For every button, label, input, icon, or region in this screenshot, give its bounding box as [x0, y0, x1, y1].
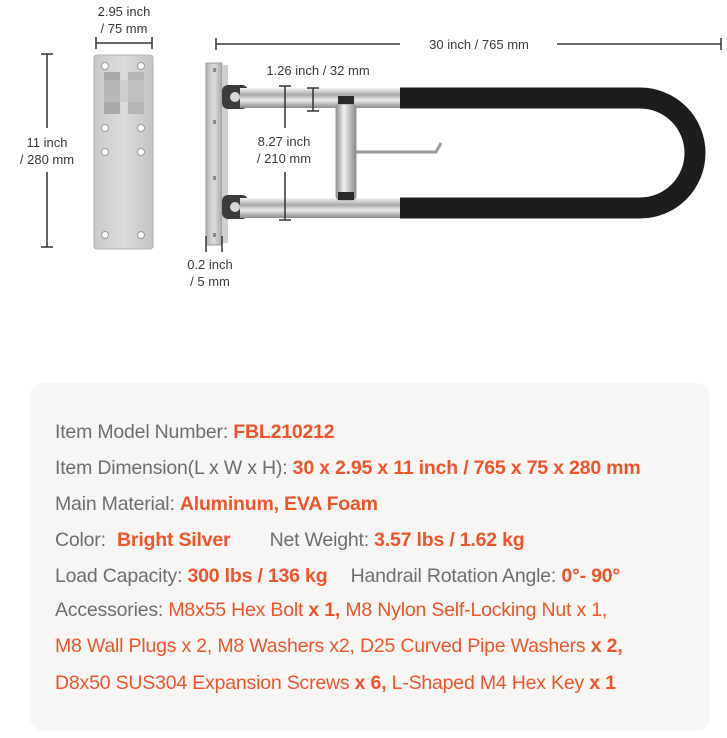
accessory-qty: x 2,: [590, 635, 623, 657]
spec-label: Net Weight:: [269, 529, 369, 551]
spec-value: 300 lbs / 136 kg: [187, 565, 328, 587]
accessory-qty: x 1: [589, 672, 616, 694]
tube-spacing-label: [242, 133, 326, 167]
accessory-qty: x 1,: [308, 599, 341, 621]
wall-plate-front: [94, 55, 153, 249]
accessory-item: D8x50 SUS304 Expansion Screws: [55, 672, 350, 694]
plate-width-label: [84, 3, 164, 37]
tube-offset-label: 1.26 inch / 32 mm: [266, 63, 370, 78]
plate-width-inch: 2.95 inch: [97, 4, 151, 19]
accessory-item: L-Shaped M4 Hex Key: [391, 672, 585, 694]
spec-label: Handrail Rotation Angle:: [350, 565, 557, 587]
plate-height-inch: 11 inch: [26, 135, 68, 150]
spec-dimension: [55, 457, 640, 480]
spec-accessories-line-2: [55, 635, 622, 658]
plate-thickness-label: [170, 256, 250, 290]
spec-label: Item Model Number:: [55, 421, 229, 443]
accessory-item: D25 Curved Pipe Washers: [359, 635, 586, 657]
accessory-item: M8 Wall Plugs x 2,: [55, 635, 213, 657]
specs-panel: [30, 383, 710, 731]
spec-accessories-line-3: [55, 672, 616, 695]
plate-height-label: [8, 134, 86, 168]
spec-material: [55, 493, 378, 516]
spec-value: 30 x 2.95 x 11 inch / 765 x 75 x 280 mm: [292, 457, 641, 479]
accessory-item: M8x55 Hex Bolt: [168, 599, 304, 621]
accessory-qty: x 6,: [354, 672, 387, 694]
accessory-item: M8 Nylon Self-Locking Nut x 1,: [345, 599, 608, 621]
spec-label: Accessories:: [55, 599, 164, 621]
spec-label: Item Dimension(L x W x H):: [55, 457, 288, 479]
accessory-item: M8 Washers x2,: [217, 635, 355, 657]
length-label: 30 inch / 765 mm: [429, 37, 529, 52]
plate-thickness-mm: / 5 mm: [190, 274, 230, 289]
spec-value: Aluminum, EVA Foam: [179, 493, 378, 515]
spec-value: FBL210212: [233, 421, 335, 443]
spec-value: 3.57 lbs / 1.62 kg: [374, 529, 525, 551]
spec-load-rotation: [55, 565, 620, 588]
tube-spacing-mm: / 210 mm: [256, 151, 312, 166]
plate-width-line: [96, 37, 152, 49]
plate-thickness-inch: 0.2 inch: [187, 257, 233, 272]
plate-height-mm: / 280 mm: [19, 152, 75, 167]
plate-width-mm: / 75 mm: [100, 21, 148, 36]
spec-label: Color:: [55, 529, 106, 551]
spec-label: Main Material:: [55, 493, 175, 515]
spec-accessories-line-1: [55, 599, 607, 622]
spec-label: Load Capacity:: [55, 565, 183, 587]
spec-model: [55, 421, 334, 444]
tube-spacing-inch: 8.27 inch: [257, 134, 311, 149]
spec-value: 0°- 90°: [561, 565, 621, 587]
spec-color-weight: [55, 529, 524, 552]
spec-value: Bright Silver: [117, 529, 231, 551]
